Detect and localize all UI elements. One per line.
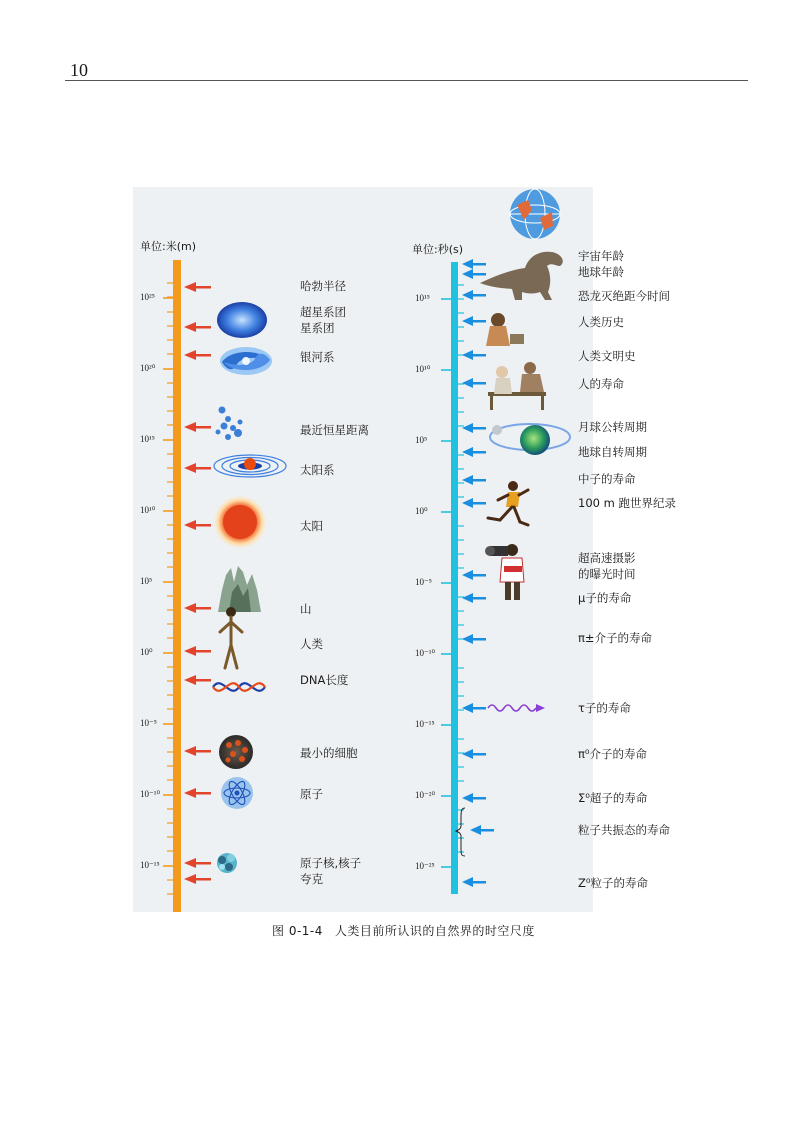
right-arrows [462, 259, 494, 887]
right-arrow [462, 259, 486, 269]
right-item-label: 中子的寿命 [578, 472, 636, 486]
human-image [220, 607, 242, 668]
right-item-label: 宇宙年龄 [578, 249, 624, 263]
right-tick-label: 10⁻¹⁵ [415, 719, 435, 729]
left-tick-label: 10¹⁵ [140, 434, 155, 444]
left-arrow [184, 282, 211, 292]
left-tick-label: 10⁵ [140, 576, 153, 586]
nearby-stars-image [216, 407, 243, 441]
supercluster-image [217, 302, 267, 338]
globe-image [510, 189, 560, 239]
right-tick-label: 10⁵ [415, 435, 428, 445]
earth-moon-image [490, 424, 570, 455]
dinosaur-image [480, 252, 563, 300]
right-arrow [462, 749, 486, 759]
left-unit-label: 单位:米(m) [140, 240, 197, 253]
left-arrow [184, 520, 211, 530]
left-item-label: 人类 [300, 637, 323, 651]
left-tick-label: 10¹⁰ [140, 505, 156, 515]
left-scale-bar [173, 260, 181, 912]
nucleus-image [217, 853, 237, 873]
left-tick-label: 10²⁰ [140, 363, 156, 373]
right-arrow [462, 475, 486, 485]
right-arrow [462, 877, 486, 887]
right-tick-label: 10¹⁵ [415, 293, 430, 303]
elderly-people-image [488, 362, 546, 410]
galaxy-image [220, 347, 272, 375]
right-tick-label: 10⁻²⁵ [415, 861, 435, 871]
left-item-label: 太阳 [300, 519, 323, 533]
left-item-label: 夸克 [300, 872, 323, 886]
left-tick-label: 10⁰ [140, 647, 153, 657]
left-item-label: 超星系团 [300, 305, 346, 319]
left-item-label: 最近恒星距离 [300, 423, 369, 437]
right-arrow [462, 378, 486, 388]
right-tick-label: 10¹⁰ [415, 364, 431, 374]
right-item-label: 人类历史 [578, 315, 624, 329]
right-arrow [470, 825, 494, 835]
left-item-label: 最小的细胞 [300, 746, 358, 760]
right-minor-ticks [458, 285, 464, 852]
right-item-label: 人的寿命 [578, 377, 624, 391]
right-item-label: 的曝光时间 [578, 567, 636, 581]
figure-caption [272, 922, 535, 939]
right-item-label: τ子的寿命 [578, 701, 631, 715]
left-item-label: 星系团 [300, 321, 335, 335]
right-item-label: Z⁰粒子的寿命 [578, 876, 648, 890]
right-arrow [462, 703, 486, 713]
left-item-label: 原子 [300, 787, 323, 801]
right-arrow [462, 634, 486, 644]
right-arrow [462, 570, 486, 580]
right-unit-label: 单位:秒(s) [412, 243, 464, 256]
right-item-label: 月球公转周期 [578, 420, 647, 434]
right-item-label: 人类文明史 [578, 349, 636, 363]
left-tick-label: 10⁻¹⁵ [140, 860, 160, 870]
right-item-label: Σ⁰超子的寿命 [578, 791, 648, 805]
mountain-image [218, 566, 261, 612]
left-arrow [184, 675, 211, 685]
left-item-label: 原子核,核子 [300, 856, 362, 870]
right-tick-label: 10⁰ [415, 506, 428, 516]
left-arrow [184, 874, 211, 884]
left-arrow [184, 646, 211, 656]
right-tick-label: 10⁻¹⁰ [415, 648, 436, 658]
figure-number: 图 0-1-4 [272, 924, 323, 938]
right-tick-label: 10⁻⁵ [415, 577, 432, 587]
left-item-label: 山 [300, 602, 312, 616]
right-item-label: μ子的寿命 [578, 591, 632, 605]
right-arrow [462, 593, 486, 603]
left-arrows [184, 282, 211, 884]
right-arrow [462, 498, 486, 508]
left-arrow [184, 788, 211, 798]
sun-image [213, 495, 267, 549]
left-arrow [184, 603, 211, 613]
right-arrow [462, 269, 486, 279]
right-major-ticks [441, 299, 451, 867]
right-arrow [462, 316, 486, 326]
right-item-label: 恐龙灭绝距今时间 [578, 289, 670, 303]
left-tick-label: 10⁻⁵ [140, 718, 157, 728]
right-item-label: π⁰介子的寿命 [578, 747, 648, 761]
right-scale-bar [451, 262, 458, 894]
left-tick-label: 10⁻¹⁰ [140, 789, 161, 799]
caption-text: 人类目前所认识的自然界的时空尺度 [334, 924, 535, 938]
right-item-label: 粒子共振态的寿命 [578, 823, 670, 837]
solar-system-image [214, 455, 286, 477]
right-arrow [462, 423, 486, 433]
camera-operator-image [485, 544, 524, 600]
tau-wave [488, 704, 545, 712]
right-arrow [462, 793, 486, 803]
right-tick-label: 10⁻²⁰ [415, 790, 436, 800]
right-item-label: 地球自转周期 [578, 445, 647, 459]
right-arrow [462, 447, 486, 457]
left-tick-label: 10²⁵ [140, 292, 155, 302]
right-arrow [462, 290, 486, 300]
right-item-label: π±介子的寿命 [578, 631, 653, 645]
atom-image [221, 777, 253, 809]
left-minor-ticks [167, 283, 173, 894]
left-arrow [184, 463, 211, 473]
left-item-label: 太阳系 [300, 463, 335, 477]
left-item-label: DNA长度 [300, 673, 349, 687]
right-item-label: 100 m 跑世界纪录 [578, 496, 676, 510]
left-item-label: 哈勃半径 [300, 279, 346, 293]
dna-image [213, 683, 265, 691]
left-arrow [184, 858, 211, 868]
smallest-cell-image [219, 735, 253, 769]
page-number: 10 [70, 60, 88, 80]
left-arrow [184, 322, 211, 332]
left-arrow [184, 746, 211, 756]
right-item-label: 地球年龄 [578, 265, 624, 279]
left-arrow [184, 422, 211, 432]
right-item-label: 超高速摄影 [578, 551, 636, 565]
early-human-image [486, 313, 524, 346]
right-arrow [462, 350, 486, 360]
runner-image [488, 481, 528, 525]
left-item-label: 银河系 [300, 350, 335, 364]
left-arrow [184, 350, 211, 360]
